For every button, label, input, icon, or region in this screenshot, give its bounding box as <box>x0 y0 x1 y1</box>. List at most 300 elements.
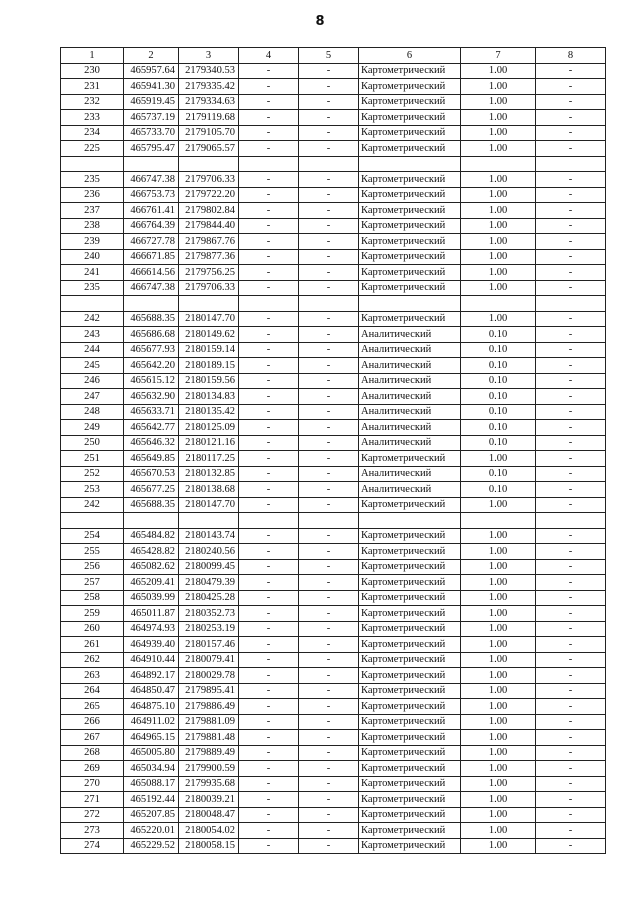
col4-cell: - <box>239 699 299 715</box>
accuracy-cell: 1.00 <box>461 218 536 234</box>
y-coordinate-cell: 2180132.85 <box>179 466 239 482</box>
col4-cell: - <box>239 575 299 591</box>
method-cell: Картометрический <box>359 714 461 730</box>
accuracy-cell: 1.00 <box>461 621 536 637</box>
accuracy-cell: 1.00 <box>461 714 536 730</box>
col8-cell: - <box>536 497 606 513</box>
point-number-cell: 269 <box>61 761 124 777</box>
table-row <box>61 482 606 498</box>
point-number-cell: 257 <box>61 575 124 591</box>
col4-cell: - <box>239 389 299 405</box>
table-row <box>61 823 606 839</box>
method-cell: Картометрический <box>359 637 461 653</box>
y-coordinate-cell: 2180147.70 <box>179 311 239 327</box>
x-coordinate-cell: 465229.52 <box>124 838 179 854</box>
method-cell: Картометрический <box>359 141 461 157</box>
col5-cell: - <box>299 606 359 622</box>
y-coordinate-cell: 2180117.25 <box>179 451 239 467</box>
y-coordinate-cell: 2180147.70 <box>179 497 239 513</box>
col4-cell: - <box>239 420 299 436</box>
accuracy-cell: 0.10 <box>461 373 536 389</box>
accuracy-cell: 1.00 <box>461 110 536 126</box>
accuracy-cell: 1.00 <box>461 838 536 854</box>
point-number-cell: 249 <box>61 420 124 436</box>
col4-cell: - <box>239 342 299 358</box>
col5-cell: - <box>299 342 359 358</box>
accuracy-cell: 0.10 <box>461 389 536 405</box>
x-coordinate-cell: 465941.30 <box>124 79 179 95</box>
col8-cell: - <box>536 761 606 777</box>
accuracy-cell: 1.00 <box>461 203 536 219</box>
method-cell: Картометрический <box>359 497 461 513</box>
method-cell: Картометрический <box>359 110 461 126</box>
col8-cell: - <box>536 172 606 188</box>
col4-cell: - <box>239 637 299 653</box>
point-number-cell: 258 <box>61 590 124 606</box>
col4-cell: - <box>239 327 299 343</box>
method-cell: Картометрический <box>359 668 461 684</box>
table-row <box>61 590 606 606</box>
x-coordinate-cell: 465646.32 <box>124 435 179 451</box>
col8-cell: - <box>536 94 606 110</box>
table-row <box>61 358 606 374</box>
col4-cell: - <box>239 79 299 95</box>
accuracy-cell: 1.00 <box>461 683 536 699</box>
col4-cell: - <box>239 776 299 792</box>
method-cell: Картометрический <box>359 699 461 715</box>
accuracy-cell: 0.10 <box>461 342 536 358</box>
accuracy-cell: 1.00 <box>461 141 536 157</box>
y-coordinate-cell: 2179756.25 <box>179 265 239 281</box>
accuracy-cell: 1.00 <box>461 575 536 591</box>
accuracy-cell: 1.00 <box>461 652 536 668</box>
x-coordinate-cell: 465034.94 <box>124 761 179 777</box>
point-number-cell: 251 <box>61 451 124 467</box>
col4-cell: - <box>239 745 299 761</box>
accuracy-cell <box>461 296 536 312</box>
x-coordinate-cell: 465220.01 <box>124 823 179 839</box>
table-row <box>61 125 606 141</box>
accuracy-cell <box>461 156 536 172</box>
col4-cell: - <box>239 94 299 110</box>
method-cell: Картометрический <box>359 249 461 265</box>
x-coordinate-cell: 465688.35 <box>124 497 179 513</box>
method-cell: Картометрический <box>359 776 461 792</box>
table-row <box>61 761 606 777</box>
method-cell: Картометрический <box>359 63 461 79</box>
y-coordinate-cell: 2179119.68 <box>179 110 239 126</box>
point-number-cell: 248 <box>61 404 124 420</box>
col4-cell: - <box>239 606 299 622</box>
accuracy-cell: 1.00 <box>461 187 536 203</box>
point-number-cell: 267 <box>61 730 124 746</box>
x-coordinate-cell: 465919.45 <box>124 94 179 110</box>
x-coordinate-cell: 466764.39 <box>124 218 179 234</box>
col4-cell: - <box>239 280 299 296</box>
table-row <box>61 280 606 296</box>
x-coordinate-cell <box>124 513 179 529</box>
column-header: 6 <box>359 48 461 64</box>
table-row <box>61 637 606 653</box>
point-number-cell: 239 <box>61 234 124 250</box>
accuracy-cell: 1.00 <box>461 172 536 188</box>
column-header: 8 <box>536 48 606 64</box>
col8-cell: - <box>536 110 606 126</box>
method-cell: Аналитический <box>359 389 461 405</box>
method-cell: Картометрический <box>359 125 461 141</box>
method-cell: Картометрический <box>359 590 461 606</box>
x-coordinate-cell: 464911.02 <box>124 714 179 730</box>
point-number-cell: 230 <box>61 63 124 79</box>
y-coordinate-cell: 2180352.73 <box>179 606 239 622</box>
y-coordinate-cell <box>179 296 239 312</box>
col8-cell: - <box>536 714 606 730</box>
method-cell: Картометрический <box>359 559 461 575</box>
x-coordinate-cell: 464974.93 <box>124 621 179 637</box>
col5-cell: - <box>299 265 359 281</box>
col4-cell: - <box>239 497 299 513</box>
table-row <box>61 776 606 792</box>
col8-cell: - <box>536 637 606 653</box>
point-number-cell: 265 <box>61 699 124 715</box>
table-row <box>61 110 606 126</box>
col4-cell: - <box>239 668 299 684</box>
col4-cell: - <box>239 404 299 420</box>
col5-cell: - <box>299 94 359 110</box>
y-coordinate-cell: 2180425.28 <box>179 590 239 606</box>
col4-cell <box>239 296 299 312</box>
table-row <box>61 404 606 420</box>
table-row <box>61 544 606 560</box>
point-number-cell: 256 <box>61 559 124 575</box>
col8-cell: - <box>536 420 606 436</box>
y-coordinate-cell: 2179722.20 <box>179 187 239 203</box>
x-coordinate-cell: 465677.25 <box>124 482 179 498</box>
method-cell: Картометрический <box>359 79 461 95</box>
method-cell: Аналитический <box>359 420 461 436</box>
method-cell: Аналитический <box>359 482 461 498</box>
point-number-cell: 236 <box>61 187 124 203</box>
accuracy-cell: 1.00 <box>461 451 536 467</box>
y-coordinate-cell: 2180149.62 <box>179 327 239 343</box>
table-row <box>61 311 606 327</box>
col8-cell: - <box>536 559 606 575</box>
col5-cell: - <box>299 280 359 296</box>
table-row <box>61 559 606 575</box>
col8-cell: - <box>536 342 606 358</box>
accuracy-cell: 0.10 <box>461 420 536 436</box>
table-row <box>61 792 606 808</box>
col8-cell: - <box>536 63 606 79</box>
point-number-cell: 234 <box>61 125 124 141</box>
y-coordinate-cell: 2179877.36 <box>179 249 239 265</box>
x-coordinate-cell: 464965.15 <box>124 730 179 746</box>
col8-cell: - <box>536 79 606 95</box>
y-coordinate-cell: 2179935.68 <box>179 776 239 792</box>
method-cell: Картометрический <box>359 544 461 560</box>
table-row <box>61 327 606 343</box>
col4-cell: - <box>239 203 299 219</box>
col5-cell: - <box>299 187 359 203</box>
col8-cell: - <box>536 652 606 668</box>
x-coordinate-cell: 466747.38 <box>124 280 179 296</box>
table-row <box>61 683 606 699</box>
table-row <box>61 156 606 172</box>
y-coordinate-cell: 2180039.21 <box>179 792 239 808</box>
col8-cell: - <box>536 234 606 250</box>
accuracy-cell: 1.00 <box>461 125 536 141</box>
method-cell: Картометрический <box>359 172 461 188</box>
col5-cell <box>299 296 359 312</box>
method-cell: Картометрический <box>359 94 461 110</box>
col5-cell: - <box>299 668 359 684</box>
col5-cell: - <box>299 389 359 405</box>
method-cell: Картометрический <box>359 280 461 296</box>
x-coordinate-cell: 464910.44 <box>124 652 179 668</box>
method-cell <box>359 513 461 529</box>
table-row <box>61 373 606 389</box>
method-cell: Аналитический <box>359 342 461 358</box>
table-body <box>61 63 606 854</box>
col4-cell <box>239 513 299 529</box>
y-coordinate-cell: 2180125.09 <box>179 420 239 436</box>
col5-cell: - <box>299 63 359 79</box>
col4-cell: - <box>239 730 299 746</box>
col8-cell: - <box>536 280 606 296</box>
y-coordinate-cell <box>179 156 239 172</box>
accuracy-cell: 1.00 <box>461 234 536 250</box>
point-number-cell: 241 <box>61 265 124 281</box>
method-cell: Картометрический <box>359 745 461 761</box>
col4-cell: - <box>239 358 299 374</box>
col5-cell: - <box>299 451 359 467</box>
point-number-cell: 268 <box>61 745 124 761</box>
point-number-cell <box>61 156 124 172</box>
accuracy-cell: 1.00 <box>461 590 536 606</box>
col8-cell: - <box>536 544 606 560</box>
col4-cell: - <box>239 187 299 203</box>
y-coordinate-cell: 2180099.45 <box>179 559 239 575</box>
col5-cell: - <box>299 761 359 777</box>
col5-cell: - <box>299 466 359 482</box>
accuracy-cell: 1.00 <box>461 606 536 622</box>
table-row <box>61 668 606 684</box>
col5-cell: - <box>299 823 359 839</box>
col8-cell: - <box>536 683 606 699</box>
page-number: 8 <box>315 14 325 29</box>
col8-cell: - <box>536 528 606 544</box>
point-number-cell: 262 <box>61 652 124 668</box>
col8-cell: - <box>536 218 606 234</box>
method-cell: Картометрический <box>359 234 461 250</box>
column-header: 2 <box>124 48 179 64</box>
col5-cell: - <box>299 621 359 637</box>
y-coordinate-cell: 2179802.84 <box>179 203 239 219</box>
x-coordinate-cell: 465737.19 <box>124 110 179 126</box>
accuracy-cell: 1.00 <box>461 807 536 823</box>
x-coordinate-cell: 465005.80 <box>124 745 179 761</box>
col8-cell: - <box>536 668 606 684</box>
accuracy-cell: 1.00 <box>461 792 536 808</box>
col5-cell: - <box>299 203 359 219</box>
method-cell <box>359 156 461 172</box>
col5-cell: - <box>299 358 359 374</box>
col8-cell: - <box>536 249 606 265</box>
point-number-cell: 252 <box>61 466 124 482</box>
method-cell: Картометрический <box>359 823 461 839</box>
col8-cell: - <box>536 776 606 792</box>
point-number-cell: 231 <box>61 79 124 95</box>
table-row <box>61 652 606 668</box>
y-coordinate-cell: 2180048.47 <box>179 807 239 823</box>
accuracy-cell: 1.00 <box>461 544 536 560</box>
y-coordinate-cell: 2179335.42 <box>179 79 239 95</box>
col5-cell: - <box>299 79 359 95</box>
method-cell: Картометрический <box>359 621 461 637</box>
y-coordinate-cell: 2179881.09 <box>179 714 239 730</box>
x-coordinate-cell: 464939.40 <box>124 637 179 653</box>
point-number-cell: 273 <box>61 823 124 839</box>
method-cell: Картометрический <box>359 218 461 234</box>
y-coordinate-cell: 2180058.15 <box>179 838 239 854</box>
col5-cell: - <box>299 435 359 451</box>
x-coordinate-cell: 466727.78 <box>124 234 179 250</box>
point-number-cell: 242 <box>61 311 124 327</box>
accuracy-cell: 0.10 <box>461 466 536 482</box>
accuracy-cell: 1.00 <box>461 528 536 544</box>
y-coordinate-cell: 2180134.83 <box>179 389 239 405</box>
accuracy-cell: 1.00 <box>461 730 536 746</box>
table-row <box>61 745 606 761</box>
col5-cell: - <box>299 637 359 653</box>
col4-cell: - <box>239 683 299 699</box>
point-number-cell: 261 <box>61 637 124 653</box>
accuracy-cell: 1.00 <box>461 745 536 761</box>
x-coordinate-cell <box>124 156 179 172</box>
col4-cell: - <box>239 528 299 544</box>
point-number-cell: 259 <box>61 606 124 622</box>
col4-cell: - <box>239 761 299 777</box>
col8-cell <box>536 296 606 312</box>
col5-cell: - <box>299 652 359 668</box>
point-number-cell <box>61 296 124 312</box>
point-number-cell: 242 <box>61 497 124 513</box>
table-row <box>61 621 606 637</box>
point-number-cell: 254 <box>61 528 124 544</box>
accuracy-cell: 1.00 <box>461 311 536 327</box>
accuracy-cell: 1.00 <box>461 94 536 110</box>
column-header: 5 <box>299 48 359 64</box>
col8-cell: - <box>536 404 606 420</box>
table-row <box>61 497 606 513</box>
col4-cell: - <box>239 652 299 668</box>
y-coordinate-cell: 2180121.16 <box>179 435 239 451</box>
y-coordinate-cell: 2180253.19 <box>179 621 239 637</box>
col8-cell: - <box>536 373 606 389</box>
col4-cell: - <box>239 63 299 79</box>
method-cell: Аналитический <box>359 358 461 374</box>
col5-cell: - <box>299 683 359 699</box>
y-coordinate-cell: 2179706.33 <box>179 172 239 188</box>
method-cell: Картометрический <box>359 606 461 622</box>
x-coordinate-cell: 465207.85 <box>124 807 179 823</box>
table-row <box>61 218 606 234</box>
table-row <box>61 203 606 219</box>
y-coordinate-cell: 2180079.41 <box>179 652 239 668</box>
method-cell: Аналитический <box>359 404 461 420</box>
col5-cell: - <box>299 482 359 498</box>
method-cell: Аналитический <box>359 327 461 343</box>
method-cell: Картометрический <box>359 575 461 591</box>
table-row <box>61 528 606 544</box>
x-coordinate-cell: 466671.85 <box>124 249 179 265</box>
accuracy-cell: 1.00 <box>461 823 536 839</box>
col4-cell: - <box>239 110 299 126</box>
col8-cell: - <box>536 265 606 281</box>
col5-cell: - <box>299 699 359 715</box>
col5-cell: - <box>299 234 359 250</box>
accuracy-cell: 1.00 <box>461 63 536 79</box>
y-coordinate-cell: 2179706.33 <box>179 280 239 296</box>
accuracy-cell: 1.00 <box>461 280 536 296</box>
x-coordinate-cell: 465082.62 <box>124 559 179 575</box>
table-row <box>61 838 606 854</box>
x-coordinate-cell: 466614.56 <box>124 265 179 281</box>
col4-cell: - <box>239 311 299 327</box>
col4-cell: - <box>239 544 299 560</box>
col5-cell: - <box>299 141 359 157</box>
col5-cell <box>299 156 359 172</box>
y-coordinate-cell: 2180159.14 <box>179 342 239 358</box>
y-coordinate-cell <box>179 513 239 529</box>
col8-cell: - <box>536 482 606 498</box>
point-number-cell: 272 <box>61 807 124 823</box>
col8-cell: - <box>536 466 606 482</box>
accuracy-cell: 1.00 <box>461 668 536 684</box>
col5-cell: - <box>299 807 359 823</box>
col8-cell: - <box>536 745 606 761</box>
col5-cell: - <box>299 420 359 436</box>
x-coordinate-cell: 466753.73 <box>124 187 179 203</box>
col8-cell: - <box>536 451 606 467</box>
x-coordinate-cell: 465011.87 <box>124 606 179 622</box>
col5-cell: - <box>299 404 359 420</box>
col8-cell: - <box>536 807 606 823</box>
y-coordinate-cell: 2179886.49 <box>179 699 239 715</box>
point-number-cell: 271 <box>61 792 124 808</box>
accuracy-cell: 0.10 <box>461 404 536 420</box>
accuracy-cell: 1.00 <box>461 249 536 265</box>
x-coordinate-cell: 465642.77 <box>124 420 179 436</box>
col5-cell: - <box>299 311 359 327</box>
y-coordinate-cell: 2180479.39 <box>179 575 239 591</box>
col8-cell: - <box>536 838 606 854</box>
point-number-cell: 240 <box>61 249 124 265</box>
col8-cell: - <box>536 203 606 219</box>
col5-cell: - <box>299 528 359 544</box>
x-coordinate-cell: 465677.93 <box>124 342 179 358</box>
col4-cell: - <box>239 234 299 250</box>
point-number-cell: 225 <box>61 141 124 157</box>
column-header: 3 <box>179 48 239 64</box>
col5-cell: - <box>299 792 359 808</box>
point-number-cell: 235 <box>61 172 124 188</box>
col4-cell: - <box>239 559 299 575</box>
method-cell: Картометрический <box>359 311 461 327</box>
col4-cell: - <box>239 125 299 141</box>
method-cell: Картометрический <box>359 528 461 544</box>
x-coordinate-cell <box>124 296 179 312</box>
